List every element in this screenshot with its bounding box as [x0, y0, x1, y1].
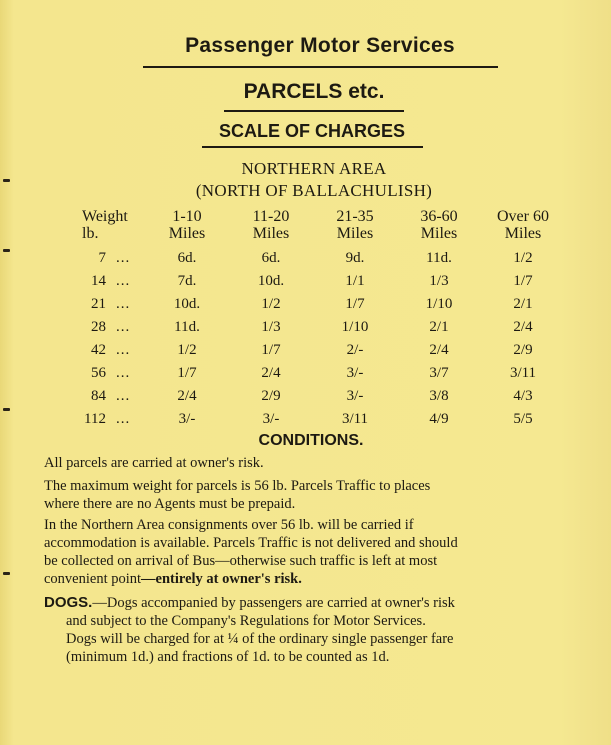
- weight-cell: 7: [98, 250, 106, 266]
- charge-cell: 3/-: [262, 411, 280, 427]
- binding-mark: [3, 572, 10, 575]
- leader-dots: ...: [116, 388, 131, 404]
- column-header-36-60: 36-60 Miles: [420, 208, 458, 242]
- binding-mark: [3, 408, 10, 411]
- charge-cell: 1/7: [345, 296, 365, 312]
- charge-cell: 1/2: [261, 296, 281, 312]
- page-title: Passenger Motor Services: [185, 34, 455, 57]
- charge-cell: 10d.: [257, 273, 285, 289]
- column-header-21-35: 21-35 Miles: [336, 208, 374, 242]
- section-heading: SCALE OF CHARGES: [218, 121, 405, 141]
- condition-owner-risk: All parcels are carried at owner's risk.: [44, 455, 264, 471]
- subtitle-rule: [224, 110, 404, 112]
- charge-cell: 9d.: [345, 250, 365, 266]
- charge-cell: 3/-: [346, 388, 364, 404]
- charge-cell: 1/10: [341, 319, 369, 335]
- charge-cell: 3/-: [346, 365, 364, 381]
- charge-cell: 3/11: [341, 411, 369, 427]
- leader-dots: ...: [116, 273, 131, 289]
- column-header-over-60: Over 60 Miles: [497, 208, 549, 242]
- charge-cell: 11d.: [426, 250, 452, 266]
- charge-cell: 11d.: [174, 319, 200, 335]
- charge-cell: 10d.: [173, 296, 201, 312]
- weight-cell: 84: [91, 388, 106, 404]
- charge-cell: 3/11: [509, 365, 537, 381]
- charge-cell: 2/9: [261, 388, 281, 404]
- charge-cell: 3/7: [429, 365, 449, 381]
- charge-cell: 1/2: [513, 250, 533, 266]
- condition-dogs: DOGS.—Dogs accompanied by passengers are carried at owner's risk and subject to the Company's Regulations for Motor Services. Dogs will be charged for at ¼ of the ordinary single passenger fare (minimum 1d.) and fractions of 1d. to be counted as 1d.: [44, 594, 455, 665]
- charge-cell: 1/10: [425, 296, 453, 312]
- column-header-1-10: 1-10 Miles: [168, 208, 206, 242]
- charge-cell: 4/3: [513, 388, 533, 404]
- area-qualifier: (NORTH OF BALLACHULISH): [195, 181, 433, 200]
- leader-dots: ...: [116, 411, 131, 427]
- charge-cell: 3/8: [429, 388, 449, 404]
- leader-dots: ...: [116, 365, 131, 381]
- area-name: NORTHERN AREA: [241, 159, 387, 178]
- charge-cell: 3/-: [178, 411, 196, 427]
- charge-cell: 1/7: [261, 342, 281, 358]
- charge-cell: 2/-: [346, 342, 364, 358]
- charge-cell: 6d.: [261, 250, 281, 266]
- leader-dots: ...: [116, 342, 131, 358]
- leader-dots: ...: [116, 319, 131, 335]
- charge-cell: 2/1: [513, 296, 533, 312]
- charge-cell: 1/2: [177, 342, 197, 358]
- charge-cell: 2/1: [429, 319, 449, 335]
- weight-cell: 28: [91, 319, 106, 335]
- charge-cell: 1/1: [345, 273, 365, 289]
- charge-cell: 4/9: [429, 411, 449, 427]
- leader-dots: ...: [116, 250, 131, 266]
- weight-cell: 56: [91, 365, 106, 381]
- charge-cell: 2/4: [177, 388, 197, 404]
- title-rule: [143, 66, 498, 68]
- charge-cell: 5/5: [513, 411, 533, 427]
- condition-northern-area: In the Northern Area consignments over 56 lb. will be carried if accommodation is available. Parcels Traffic is not delivered and should be collected on arrival of Bus—otherwise such traffic is left at most convenient point—entirely at owner's risk.: [44, 517, 458, 587]
- weight-cell: 42: [91, 342, 106, 358]
- charge-cell: 6d.: [177, 250, 197, 266]
- conditions-title: CONDITIONS.: [258, 432, 364, 449]
- charge-cell: 1/3: [429, 273, 449, 289]
- charge-cell: 2/4: [429, 342, 449, 358]
- column-header-weight: Weight lb.: [82, 208, 128, 242]
- charge-cell: 1/3: [261, 319, 281, 335]
- charge-cell: 2/4: [513, 319, 533, 335]
- weight-cell: 14: [91, 273, 106, 289]
- charge-cell: 2/9: [513, 342, 533, 358]
- binding-mark: [3, 249, 10, 252]
- page-subtitle: PARCELS etc.: [243, 80, 385, 103]
- charge-cell: 7d.: [177, 273, 197, 289]
- weight-cell: 21: [91, 296, 106, 312]
- column-header-11-20: 11-20 Miles: [252, 208, 290, 242]
- heading-rule: [202, 146, 423, 148]
- leader-dots: ...: [116, 296, 131, 312]
- charge-cell: 2/4: [261, 365, 281, 381]
- weight-cell: 112: [84, 411, 106, 427]
- condition-max-weight: The maximum weight for parcels is 56 lb. Parcels Traffic to places where there are no Agents must be prepaid.: [44, 478, 431, 512]
- charge-cell: 1/7: [177, 365, 197, 381]
- charge-cell: 1/7: [513, 273, 533, 289]
